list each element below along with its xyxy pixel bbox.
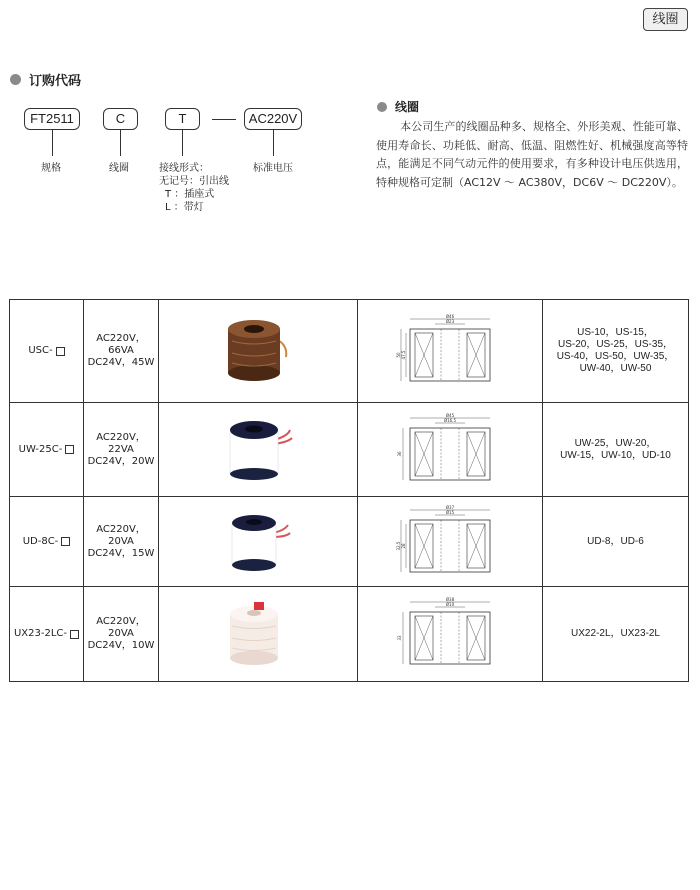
connector-line bbox=[273, 130, 274, 156]
model-name: USC- bbox=[28, 345, 53, 356]
drawing-cell bbox=[358, 587, 543, 682]
model-name: UW-25C- bbox=[18, 443, 63, 455]
dim-label: Ø37 bbox=[445, 504, 455, 510]
fits-cell bbox=[543, 300, 689, 403]
fits-cell bbox=[543, 587, 689, 682]
spec-dc: DC24V，10W bbox=[87, 640, 155, 651]
checkbox-square-icon bbox=[70, 630, 79, 639]
intro-body: 本公司生产的线圈品种多、规格全、外形美观、性能可靠、使用寿命长、功耗低、耐高、低温、阻燃性好、机械强度高等特点，能满足不同气动元件的使用要求，有多种设计电压供选用，特种规格可定制（AC12V ～ AC380V，DC6V ～ DC220V）。 bbox=[376, 120, 688, 189]
drawing-cell bbox=[358, 300, 543, 403]
model-name: UD-8C- bbox=[22, 535, 59, 547]
order-code-title-text: 订购代码 bbox=[29, 74, 82, 89]
intro-title-text: 线圈 bbox=[395, 100, 420, 114]
label-voltage: 标准电压 bbox=[253, 163, 293, 174]
spec-ac: AC220V，20VA bbox=[96, 523, 146, 547]
spec-dc: DC24V，15W bbox=[87, 547, 155, 559]
dim-label: Ø16.5 bbox=[443, 417, 457, 423]
section-tag: 线圈 bbox=[643, 8, 688, 31]
fits-line: US-10，US-15， bbox=[577, 327, 654, 338]
coil-drawing bbox=[395, 311, 505, 391]
drawing-cell bbox=[358, 403, 543, 497]
label-wiring-l: L ：带灯 bbox=[165, 202, 204, 213]
dim-label: Ø10 bbox=[445, 602, 455, 607]
checkbox-square-icon bbox=[65, 445, 74, 454]
checkbox-square-icon bbox=[61, 537, 70, 546]
code-box-coil: C bbox=[103, 108, 138, 130]
dim-label: 32.5 bbox=[396, 541, 401, 550]
coil-photo bbox=[218, 311, 298, 391]
label-wiring-title: 接线形式： bbox=[159, 163, 209, 174]
spec-ac: AC220V，66VA bbox=[96, 333, 146, 356]
model-cell bbox=[10, 403, 84, 497]
model-cell bbox=[10, 587, 84, 682]
intro-text bbox=[376, 118, 688, 192]
fits-cell bbox=[543, 497, 689, 587]
bullet-icon bbox=[10, 74, 21, 85]
connector-line bbox=[52, 130, 53, 156]
photo-cell bbox=[159, 497, 358, 587]
spec-dc: DC24V，45W bbox=[87, 357, 155, 368]
dim-label: Ø46 bbox=[445, 314, 455, 319]
dim-label: Ø45 bbox=[445, 412, 455, 418]
table-row bbox=[10, 403, 689, 497]
intro-title bbox=[377, 98, 419, 115]
spec-ac: AC220V，22VA bbox=[96, 431, 146, 455]
code-dash bbox=[212, 119, 236, 120]
spec-cell bbox=[84, 497, 159, 587]
coil-photo bbox=[218, 594, 298, 674]
checkbox-square-icon bbox=[56, 347, 65, 356]
bullet-icon bbox=[377, 102, 387, 112]
label-coil: 线圈 bbox=[109, 163, 129, 174]
dim-label: Ø38 bbox=[445, 597, 455, 602]
connector-line bbox=[182, 130, 183, 156]
spec-cell bbox=[84, 587, 159, 682]
fits-line: UD-8，UD-6 bbox=[587, 535, 644, 547]
fits-cell bbox=[543, 403, 689, 497]
drawing-cell bbox=[358, 497, 543, 587]
table-row bbox=[10, 300, 689, 403]
spec-cell bbox=[84, 403, 159, 497]
spec-dc: DC24V，20W bbox=[87, 455, 155, 467]
fits-line: UX22-2L，UX23-2L bbox=[571, 628, 660, 639]
code-box-voltage: AC220V bbox=[244, 108, 302, 130]
fits-line: UW-40，UW-50 bbox=[579, 363, 652, 374]
dim-label: 33 bbox=[397, 635, 402, 641]
coil-drawing bbox=[395, 502, 505, 582]
coil-drawing bbox=[395, 594, 505, 674]
label-spec: 规格 bbox=[41, 163, 61, 174]
fits-line: UW-25，UW-20， bbox=[574, 437, 657, 449]
dim-label: 36 bbox=[397, 450, 402, 457]
connector-line bbox=[120, 130, 121, 156]
table-row bbox=[10, 497, 689, 587]
code-box-spec: FT2511 bbox=[24, 108, 80, 130]
coil-table bbox=[9, 299, 689, 682]
spec-ac: AC220V，20VA bbox=[96, 616, 146, 639]
photo-cell bbox=[159, 300, 358, 403]
photo-cell bbox=[159, 403, 358, 497]
dim-label: Ø15 bbox=[445, 509, 455, 515]
model-name: UX23-2LC- bbox=[13, 628, 68, 639]
label-wiring-t: T ：插座式 bbox=[165, 189, 215, 200]
model-cell bbox=[10, 300, 84, 403]
fits-line: US-20，US-25，US-35， bbox=[557, 339, 674, 350]
fits-line: US-40，US-50，UW-35， bbox=[556, 351, 675, 362]
code-box-wiring: T bbox=[165, 108, 200, 130]
coil-drawing bbox=[395, 410, 505, 490]
coil-photo bbox=[218, 410, 298, 490]
model-cell bbox=[10, 497, 84, 587]
dim-label: 28 bbox=[401, 542, 406, 549]
label-wiring-none: 无记号：引出线 bbox=[159, 176, 229, 187]
coil-photo bbox=[218, 503, 298, 581]
order-code-title bbox=[10, 70, 81, 89]
dim-label: 50 bbox=[396, 352, 401, 358]
fits-line: UW-15，UW-10，UD-10 bbox=[560, 449, 671, 461]
spec-cell bbox=[84, 300, 159, 403]
photo-cell bbox=[159, 587, 358, 682]
dim-label: 47.5 bbox=[401, 350, 406, 360]
table-row bbox=[10, 587, 689, 682]
dim-label: Ø23 bbox=[445, 319, 455, 324]
